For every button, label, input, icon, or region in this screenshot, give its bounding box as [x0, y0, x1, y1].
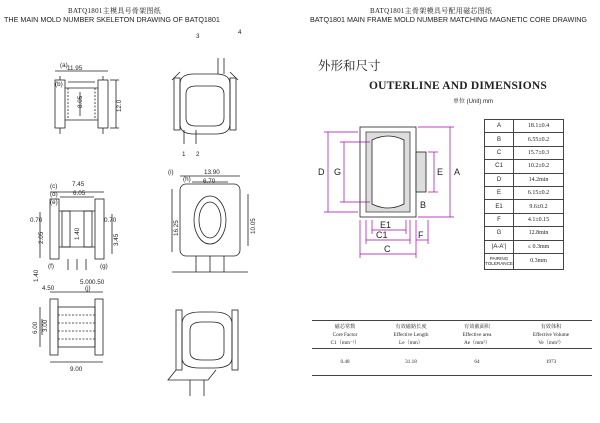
header-core-factor: 磁芯常数 Core Factor C1（mm⁻¹） [312, 321, 378, 349]
dim-9-00: 9.00 [70, 366, 83, 373]
dim-key: E [485, 186, 514, 199]
ref-i: (i) [168, 169, 174, 176]
left-title-cn: BATQ1801主模具号骨架图纸 [68, 7, 162, 15]
dim-5-00: 5.00 [80, 279, 93, 286]
dim-3-45: 3.45 [113, 233, 120, 246]
table-row [485, 240, 564, 253]
dim-key: A [485, 120, 514, 133]
core-center-post [372, 136, 404, 208]
right-heading-cn: 外形和尺寸 [318, 59, 381, 73]
dim-2-05: 2.05 [38, 231, 45, 244]
value-effective-length: 31.18 [405, 359, 417, 365]
dim-value: 18.1±0.4 [514, 120, 564, 133]
dim-key: C1 [485, 160, 514, 173]
dim-12-0: 12.0 [116, 99, 123, 112]
dim-7-45: 7.45 [72, 181, 85, 188]
dim-key: F [485, 213, 514, 226]
dim-8-05: 8.05 [77, 95, 84, 108]
ref-e: (e) [50, 199, 58, 206]
core-label-E1: E1 [380, 220, 392, 230]
header-effective-length: 有效磁路长度 Effective Length Le（mm） [378, 321, 444, 349]
dim-13-90: 13.90 [204, 169, 220, 176]
ref-d: (d) [50, 191, 58, 198]
dim-value: 9.6±0.2 [514, 200, 564, 213]
view3-front-outline [172, 176, 248, 272]
dimensions-table [484, 119, 564, 270]
table-row [485, 160, 564, 173]
core-flange [416, 152, 426, 192]
core-label-G: G [334, 167, 342, 177]
pin-label-2: 2 [196, 151, 200, 158]
view3-isometric-bottom [168, 310, 238, 396]
pin-label-4: 4 [238, 29, 242, 36]
right-title-en: BATQ1801 MAIN FRAME MOLD NUMBER MATCHING MAGNETIC CORE DRAWING [310, 15, 588, 24]
ref-b: (b) [55, 81, 63, 88]
table-row [485, 173, 564, 186]
dim-key: PAIRING TOLERANCE [485, 253, 514, 269]
ref-c: (c) [50, 183, 58, 190]
view3-isometric-top [172, 58, 238, 144]
dim-6-00: 6.00 [32, 321, 39, 334]
dim-0-70-left: 0.70 [30, 217, 43, 224]
dim-16-25: 16.25 [173, 220, 180, 236]
left-title-en: THE MAIN MOLD NUMBER SKELETON DRAWING OF BATQ1801 [4, 15, 220, 24]
dim-value: 12.8min [514, 227, 564, 240]
view1-front-outline [55, 71, 119, 134]
ref-g: (g) [100, 263, 108, 270]
dim-value: 4.1±0.15 [514, 213, 564, 226]
dim-11-95: 11.95 [67, 65, 83, 72]
table-row [485, 213, 564, 226]
value-effective-volume: 1973 [545, 359, 557, 365]
core-label-C1: C1 [376, 230, 388, 240]
ref-h: (h) [183, 176, 191, 183]
dim-value: 14.2min [514, 173, 564, 186]
core-factor-table [312, 320, 592, 376]
dim-1-40: 1.40 [74, 227, 81, 240]
dim-3-00: 3.00 [42, 319, 49, 332]
table-header-row [312, 321, 592, 349]
left-drawing [0, 24, 300, 423]
dim-key: B [485, 133, 514, 146]
value-effective-area: 64 [474, 359, 480, 365]
table-row [485, 186, 564, 199]
dim-key: E1 [485, 200, 514, 213]
right-heading-en: OUTERLINE AND DIMENSIONS [369, 80, 547, 92]
dim-0-70-right: 0.70 [104, 217, 117, 224]
dim-key: |A-A'| [485, 240, 514, 253]
dim-6-05: 6.05 [73, 190, 86, 197]
dim-10-05: 10.05 [250, 218, 257, 234]
ref-j: (j) [85, 285, 91, 292]
dim-key: G [485, 227, 514, 240]
dim-4-50: 4.50 [42, 285, 55, 292]
right-title-cn: BATQ1801主骨架模具号配用磁芯图纸 [370, 7, 493, 15]
dim-value: 6.55±0.2 [514, 133, 564, 146]
core-outline-drawing [310, 112, 480, 262]
unit-label: 单位 (Unit) mm [453, 99, 493, 105]
table-row [485, 120, 564, 133]
core-label-A: A [454, 167, 461, 177]
ref-f: (f) [48, 263, 54, 270]
table-row [485, 200, 564, 213]
ref-a: (a) [60, 62, 68, 69]
dim-value: 0.3mm [514, 253, 564, 269]
header-effective-area: 有效截面积 Effective area Ae（mm²） [444, 321, 510, 349]
dim-1-40-b: 1.40 [33, 269, 40, 282]
table-row [485, 227, 564, 240]
dim-key: C [485, 146, 514, 159]
core-label-D: D [318, 167, 325, 177]
dim-value: 15.7±0.3 [514, 146, 564, 159]
table-row [485, 146, 564, 159]
core-label-C: C [384, 244, 391, 254]
pin-label-3: 3 [196, 33, 200, 40]
dim-6-70: 6.70 [203, 178, 216, 185]
table-row [485, 253, 564, 269]
header-effective-volume: 有效体积 Effective Volume Ve（mm³） [510, 321, 592, 349]
core-label-E: E [437, 167, 444, 177]
dim-value: 10.2±0.2 [514, 160, 564, 173]
value-core-factor: 0.48 [340, 359, 350, 365]
dim-value: 6.15±0.2 [514, 186, 564, 199]
core-label-B: B [420, 200, 427, 210]
dim-key: D [485, 173, 514, 186]
table-row [312, 349, 592, 376]
view4-front-outline [40, 292, 103, 362]
dim-value: ≤ 0.3mm [514, 240, 564, 253]
core-label-F: F [418, 230, 424, 240]
pin-label-1: 1 [182, 151, 186, 158]
dim-0-50: 0.50 [92, 279, 105, 286]
table-row [485, 133, 564, 146]
